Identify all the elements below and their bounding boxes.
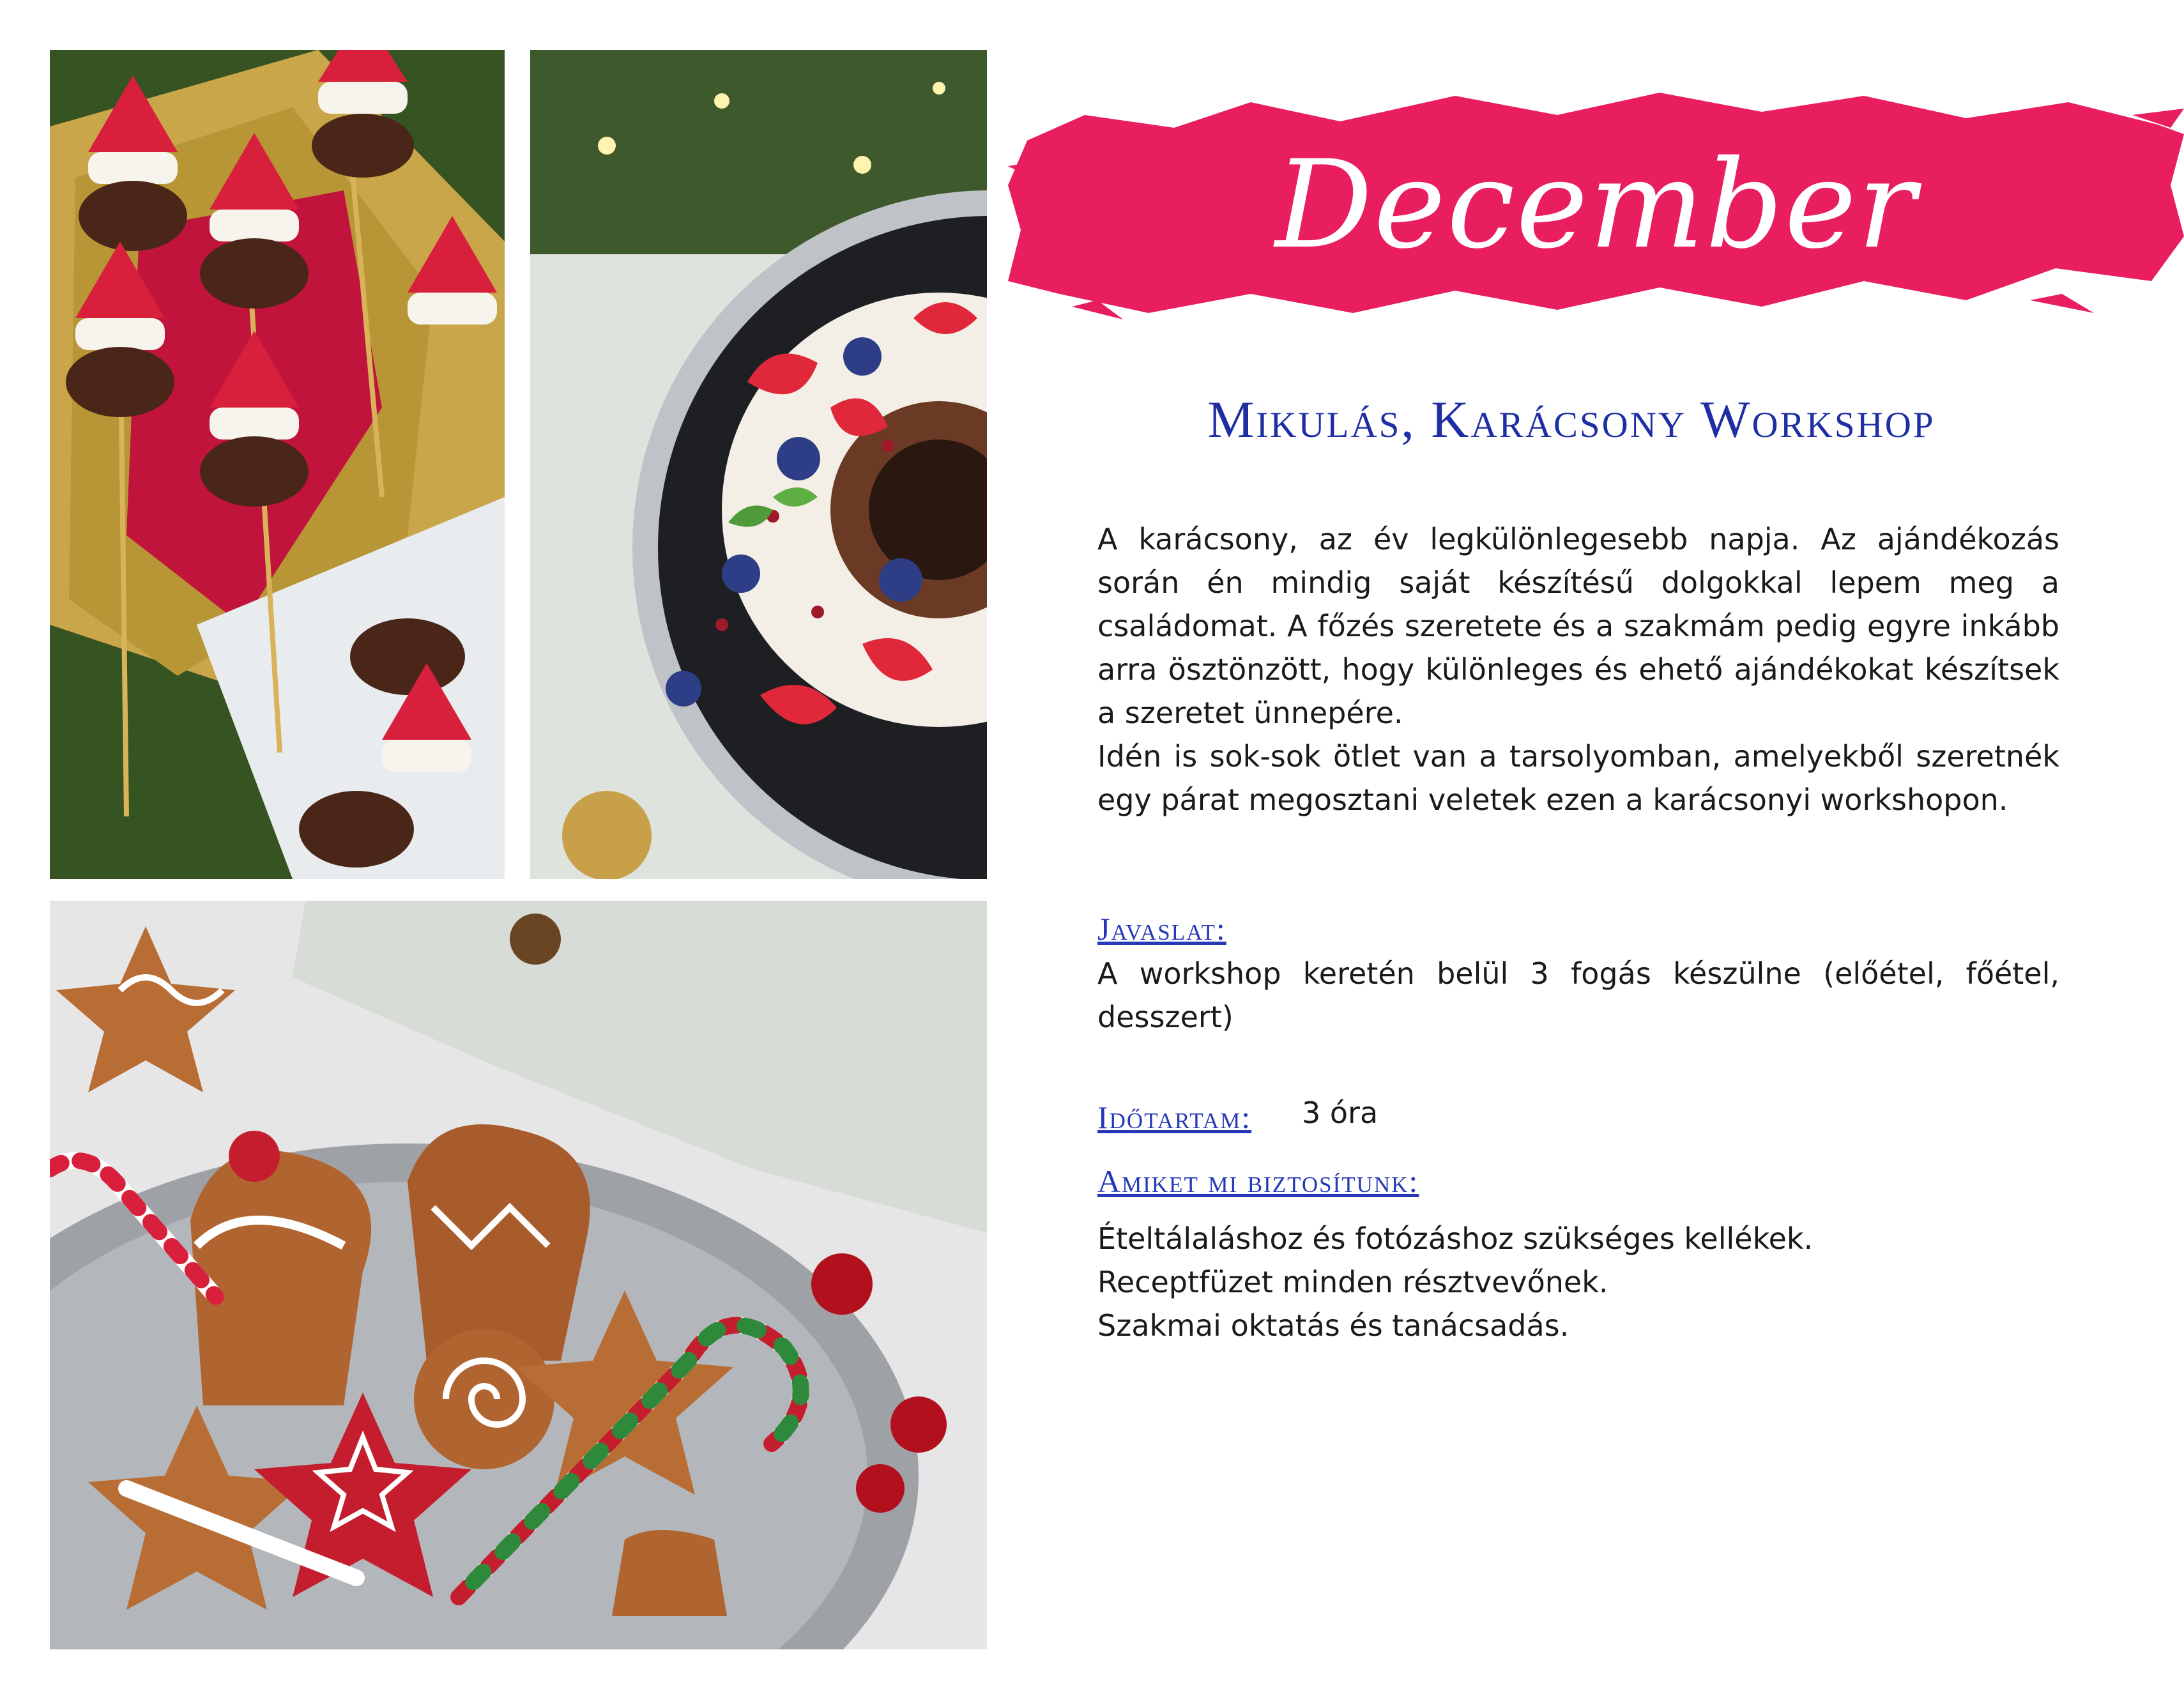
intro-text — [1097, 517, 2059, 822]
month-title: December — [1275, 134, 1917, 275]
list-item: Receptfüzet minden résztvevőnek. — [1097, 1265, 1608, 1299]
photo-gingerbread-cookies — [50, 901, 987, 1649]
intro-paragraph-2: Idén is sok-sok ötlet van a tarsolyomban, amelyekből szeretnék egy párat megosztani veletek ezen a karácsonyi workshopon. — [1097, 739, 2059, 817]
duration-label: Időtartam: — [1097, 1099, 1252, 1135]
duration-value: 3 óra — [1302, 1096, 1378, 1130]
list-item: Ételtálaláshoz és fotózáshoz szükséges kellékek. — [1097, 1221, 1814, 1256]
header-banner — [1008, 89, 2184, 332]
list-item: Szakmai oktatás és tanácsadás. — [1097, 1308, 1569, 1343]
photo-santa-skewers — [50, 50, 505, 879]
intro-paragraph-1: A karácsony, az év legkülönlegesebb napja. Az ajándékozás során én mindig saját készítésű dolgokkal lepem meg a családomat. A főzés szeretete és a szakmám pedig egyre inkább arra ösztönzött, hogy különleges és ehető ajándékokat készítsek a szeretet ünnepére. — [1097, 522, 2059, 730]
provided-list — [1097, 1217, 1813, 1347]
photo-christmas-cake — [530, 50, 987, 879]
proposal-label: Javaslat: — [1097, 911, 1226, 947]
proposal-text: A workshop keretén belül 3 fogás készülne (előétel, főétel, desszert) — [1097, 956, 2059, 1034]
workshop-title: Mikulás, Karácsony Workshop — [1207, 390, 1936, 448]
provided-label: Amiket mi biztosítunk: — [1097, 1163, 1419, 1199]
